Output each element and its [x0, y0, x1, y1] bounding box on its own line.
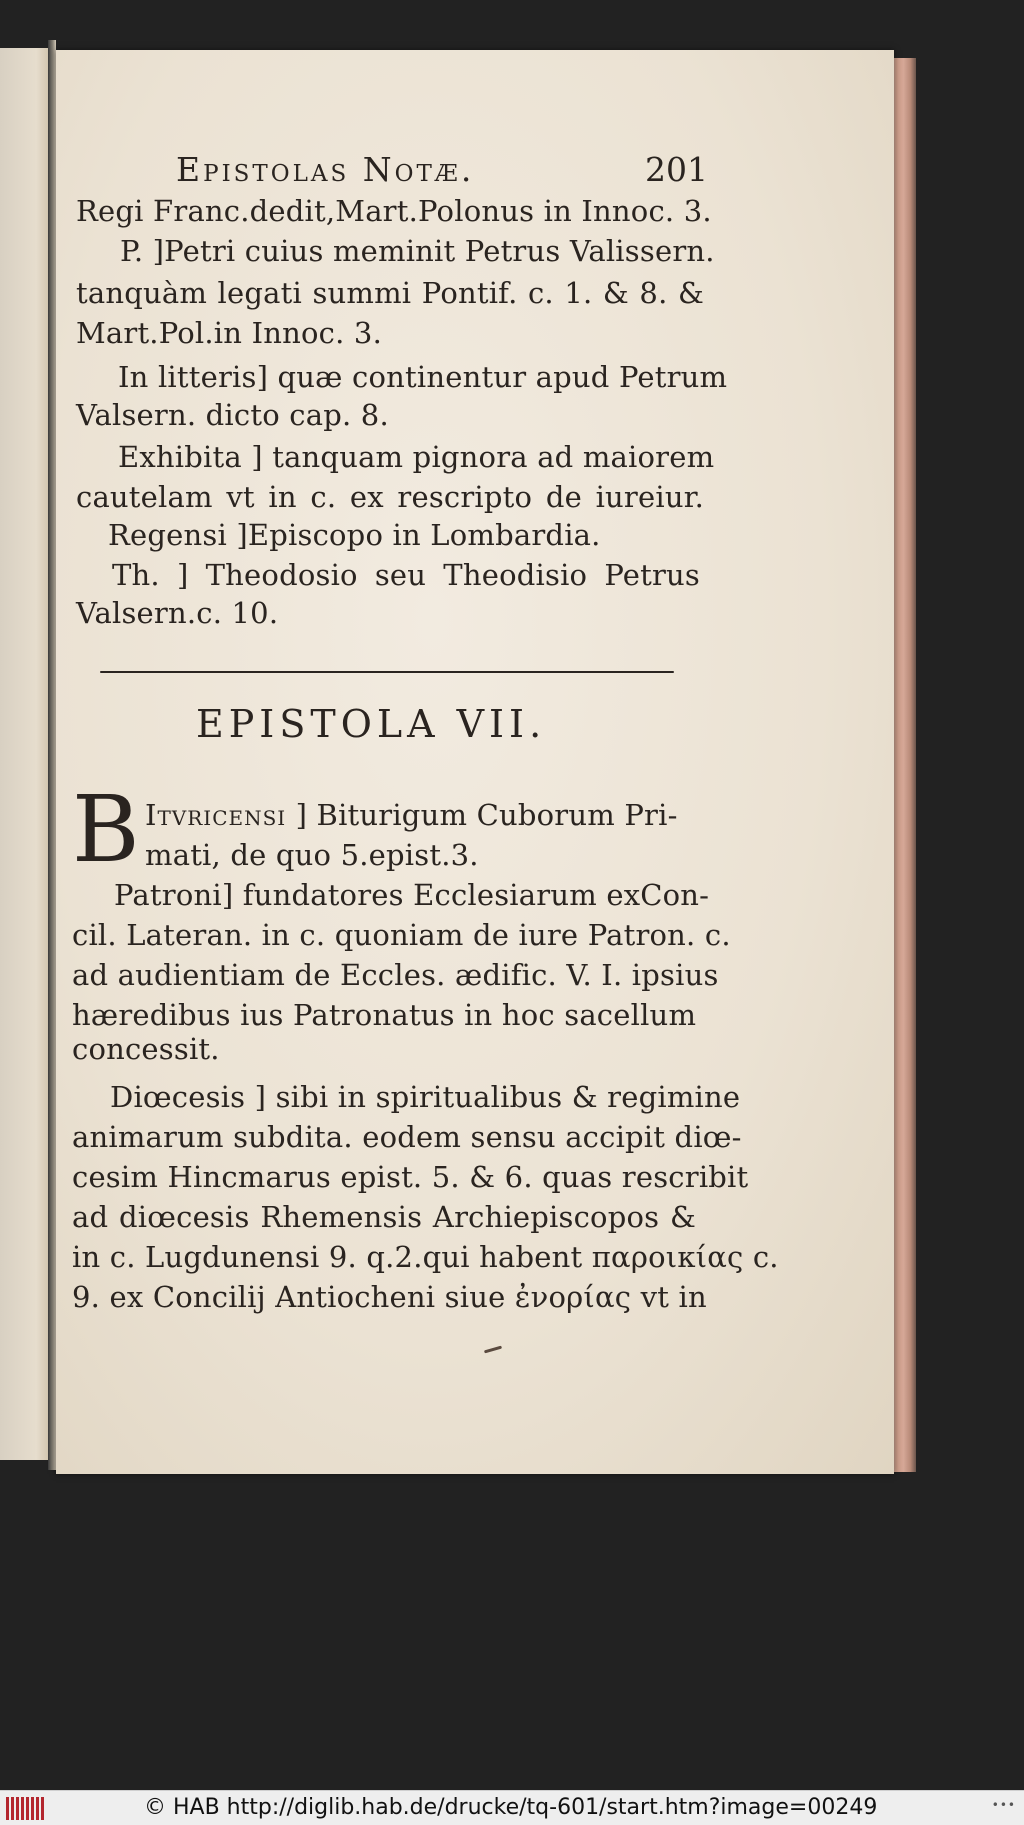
- text-line: mati, de quo 5.epist.3.: [145, 838, 479, 872]
- text-line: cil. Lateran. in c. quoniam de iure Patron. c.: [72, 918, 731, 952]
- text-line: Exhibita ] tanquam pignora ad maiorem: [118, 440, 715, 474]
- text-line: concessit.: [72, 1032, 220, 1066]
- text-line: tanquàm legati summi Pontif. c. 1. & 8. &: [76, 276, 704, 310]
- text-line-first: [145, 796, 697, 834]
- text-line: In litteris] quæ continentur apud Petrum: [118, 360, 728, 394]
- left-page-edge: [0, 48, 52, 1460]
- text-line: hæredibus ius Patronatus in hoc sacellum: [72, 998, 697, 1032]
- text-line: Patroni] fundatores Ecclesiarum exCon-: [114, 878, 710, 912]
- text-line: Valsern.c. 10.: [76, 596, 279, 630]
- text-line: in c. Lugdunensi 9. q.2.qui habent παροικίας c.: [72, 1240, 779, 1274]
- lemma-rest: ] Biturigum Cuborum Pri-: [295, 798, 678, 832]
- more-icon[interactable]: •••: [991, 1798, 1016, 1812]
- text-line: 9. ex Concilij Antiocheni siue ἐνορίας vt in: [72, 1280, 707, 1314]
- hab-logo-icon: [6, 1797, 46, 1820]
- copyright-url[interactable]: © HAB http://diglib.hab.de/drucke/tq-601/start.htm?image=00249: [144, 1795, 878, 1820]
- text-line: Mart.Pol.in Innoc. 3.: [76, 316, 382, 350]
- page-number: 201: [645, 150, 708, 189]
- text-line: Valsern. dicto cap. 8.: [76, 398, 389, 432]
- text-line: P. ]Petri cuius meminit Petrus Valissern.: [120, 234, 715, 268]
- text-line: cautelam vt in c. ex rescripto de iureiur.: [76, 480, 704, 514]
- section-title: EPISTOLA VII.: [196, 702, 547, 746]
- text-line: Regensi ]Episcopo in Lombardia.: [108, 518, 601, 552]
- running-head: Epistolas Notæ.: [176, 150, 475, 189]
- text-line: Th. ] Theodosio seu Theodisio Petrus: [112, 558, 700, 592]
- footer-bar: [0, 1790, 1024, 1825]
- text-line: Diœcesis ] sibi in spiritualibus & regimine: [110, 1080, 741, 1114]
- book-gutter: [48, 40, 56, 1470]
- text-line: animarum subdita. eodem sensu accipit diœ-: [72, 1120, 742, 1154]
- text-line: cesim Hincmarus epist. 5. & 6. quas rescribit: [72, 1160, 749, 1194]
- text-line: ad audientiam de Eccles. ædific. V. I. ipsius: [72, 958, 719, 992]
- text-line: Regi Franc.dedit,Mart.Polonus in Innoc. 3.: [76, 194, 712, 228]
- section-rule: [100, 671, 674, 673]
- drop-cap: B: [72, 776, 140, 883]
- lemma-smallcaps: Itvricensi: [145, 798, 287, 832]
- text-line: ad diœcesis Rhemensis Archiepiscopos &: [72, 1200, 696, 1234]
